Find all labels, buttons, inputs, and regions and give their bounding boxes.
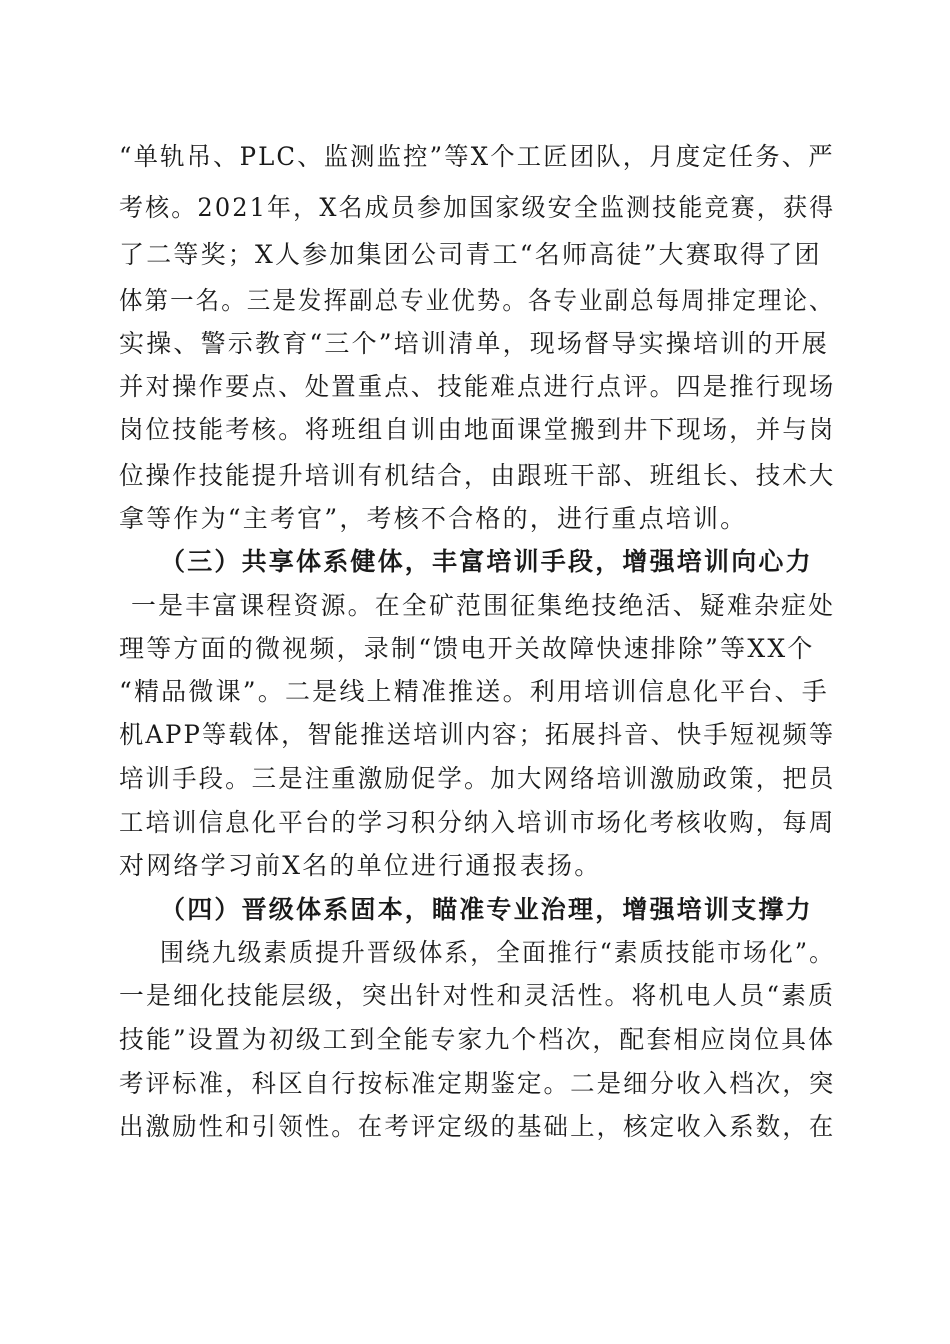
paragraph-line: “单轨吊、PLC、监测监控”等X个工匠团队，月度定任务、严 [119, 142, 835, 171]
paragraph-line: 了二等奖；X人参加集团公司青工“名师高徒”大赛取得了团 [119, 240, 822, 269]
paragraph-line: 理等方面的微视频，录制“馈电开关故障快速排除”等XX个 [119, 634, 815, 663]
paragraph-line: 围绕九级素质提升晋级体系，全面推行“素质技能市场化”。 [160, 938, 835, 967]
paragraph-line: “精品微课”。二是线上精准推送。利用培训信息化平台、手 [119, 677, 829, 706]
paragraph-line: 岗位技能考核。将班组自训由地面课堂搬到井下现场，并与岗 [119, 415, 836, 444]
paragraph-line: 拿等作为“主考官”，考核不合格的，进行重点培训。 [119, 504, 748, 533]
paragraph-line: 实操、警示教育“三个”培训清单，现场督导实操培训的开展 [119, 329, 829, 358]
paragraph-line: 一是细化技能层级，突出针对性和灵活性。将机电人员“素质 [119, 981, 836, 1010]
paragraph-line: 技能”设置为初级工到全能专家九个档次，配套相应岗位具体 [119, 1025, 836, 1054]
paragraph-line: 考评标准，科区自行按标准定期鉴定。二是细分收入档次，突 [119, 1069, 836, 1098]
paragraph-line: 培训手段。三是注重激励促学。加大网络培训激励政策，把员 [119, 764, 836, 793]
paragraph-line: 并对操作要点、处置重点、技能难点进行点评。四是推行现场 [119, 372, 836, 401]
paragraph-line: 体第一名。三是发挥副总专业优势。各专业副总每周排定理论、 [119, 286, 835, 315]
paragraph-line: 机APP等载体，智能推送培训内容；拓展抖音、快手短视频等 [119, 720, 836, 749]
paragraph-line: 对网络学习前X名的单位进行通报表扬。 [119, 851, 602, 880]
paragraph-line: 考核。2021年，X名成员参加国家级安全监测技能竞赛，获得 [119, 193, 836, 222]
paragraph-line: 出激励性和引领性。在考评定级的基础上，核定收入系数，在 [119, 1112, 836, 1141]
paragraph-line: 一是丰富课程资源。在全矿范围征集绝技绝活、疑难杂症处 [131, 591, 836, 620]
section-heading-3: （三）共享体系健体，丰富培训手段，增强培训向心力 [160, 547, 813, 576]
paragraph-line: 位操作技能提升培训有机结合，由跟班干部、班组长、技术大 [119, 461, 836, 490]
paragraph-line: 工培训信息化平台的学习积分纳入培训市场化考核收购，每周 [119, 808, 836, 837]
section-heading-4: （四）晋级体系固本，瞄准专业治理，增强培训支撑力 [160, 895, 813, 924]
